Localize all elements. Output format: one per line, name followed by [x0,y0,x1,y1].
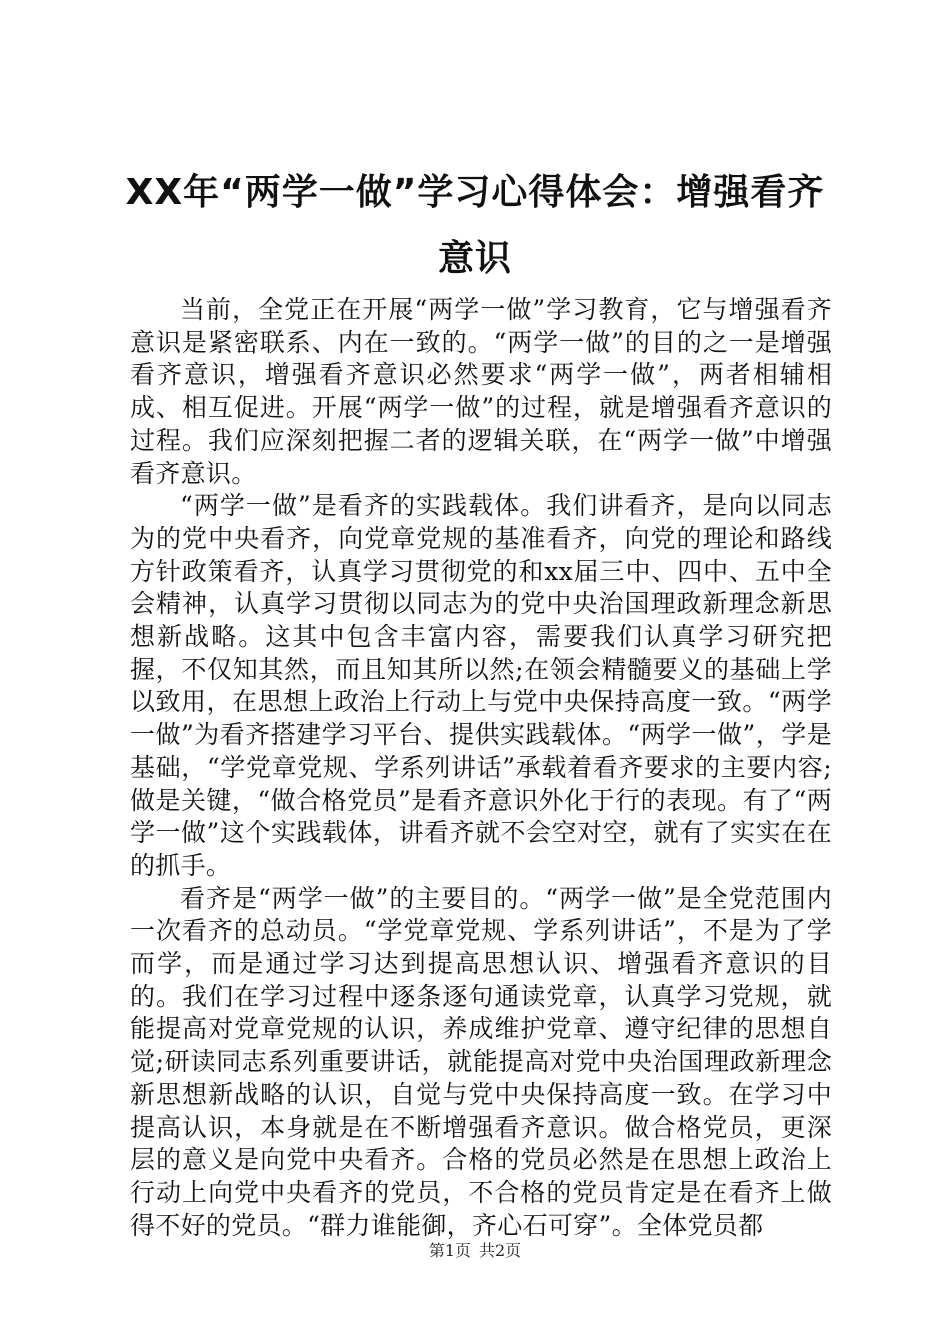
document-title: XX年“两学一做”学习心得体会：增强看齐意识 [125,172,825,279]
page-total: 共2页 [479,1241,522,1260]
paragraph-3: 看齐是“两学一做”的主要目的。“两学一做”是全党范围内一次看齐的总动员。“学党章党规、学系列讲话”，不是为了学而学，而是通过学习达到提高思想认识、增强看齐意识的目的。我们在学习过程中逐条逐句通读党章，认真学习党规，就能提高对党章党规的认识，养成维护党章、遵守纪律的思想自觉;研读同志系列重要讲话，就能提高对党中央治国理政新理念新思想新战略的认识，自觉与党中央保持高度一致。在学习中提高认识，本身就是在不断增强看齐意识。做合格党员，更深层的意义是向党中央看齐。合格的党员必然是在思想上政治上行动上向党中央看齐的党员，不合格的党员肯定是在看齐上做得不好的党员。“群力谁能御，齐心石可穿”。全体党员都 [130,883,832,1240]
paragraph-2: “两学一做”是看齐的实践载体。我们讲看齐，是向以同志为的党中央看齐，向党章党规的基准看齐，向党的理论和路线方针政策看齐，认真学习贯彻党的和xx届三中、四中、五中全会精神，认真学习贯彻以同志为的党中央治国理政新理念新思想新战略。这其中包含丰富内容，需要我们认真学习研究把握，不仅知其然，而且知其所以然;在领会精髓要义的基础上学以致用，在思想上政治上行动上与党中央保持高度一致。“两学一做”为看齐搭建学习平台、提供实践载体。“两学一做”，学是基础，“学党章党规、学系列讲话”承载着看齐要求的主要内容;做是关键，“做合格党员”是看齐意识外化于行的表现。有了“两学一做”这个实践载体，讲看齐就不会空对空，就有了实实在在的抓手。 [130,491,832,880]
paragraph-1: 当前，全党正在开展“两学一做”学习教育，它与增强看齐意识是紧密联系、内在一致的。“两学一做”的目的之一是增强看齐意识，增强看齐意识必然要求“两学一做”，两者相辅相成、相互促进。开展“两学一做”的过程，就是增强看齐意识的过程。我们应深刻把握二者的逻辑关联，在“两学一做”中增强看齐意识。 [130,295,832,488]
document-body [130,294,832,1242]
page-footer [0,1241,950,1261]
page-number: 第1页 [428,1241,471,1260]
